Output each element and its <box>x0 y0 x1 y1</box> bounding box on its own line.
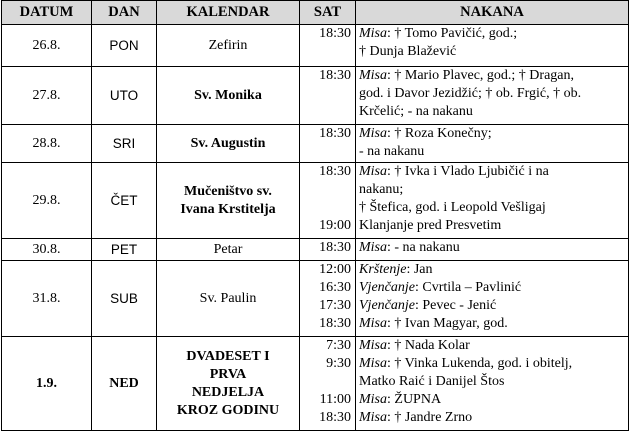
kalendar-cell <box>157 337 300 431</box>
time-entry <box>300 373 351 391</box>
datum-cell: 30.8. <box>2 239 92 261</box>
intention-line <box>359 279 625 297</box>
nakana-cell <box>356 239 629 261</box>
datum-cell: 1.9. <box>2 337 92 431</box>
dan-cell: NED <box>92 337 157 431</box>
intention-text: : Jan <box>406 262 433 277</box>
intention-line <box>359 391 625 409</box>
datum-cell: 28.8. <box>2 125 92 163</box>
intention-line <box>359 373 625 391</box>
table-row <box>2 125 629 163</box>
time-entry: 12:00 <box>319 262 351 277</box>
kalendar-line: KROZ GODINU <box>176 402 280 418</box>
intention-label: Misa <box>359 338 387 353</box>
time-entry: 18:30 <box>319 316 351 331</box>
time-entry: 18:30 <box>319 240 351 255</box>
dan-cell: PON <box>92 25 157 67</box>
intention-label: Misa <box>359 316 387 331</box>
kalendar-cell: Sv. Paulin <box>157 261 300 337</box>
nakana-cell <box>356 163 629 239</box>
intention-label: Vjenčanje <box>359 298 415 313</box>
time-entry: 18:30 <box>319 410 351 425</box>
intention-line <box>359 297 625 315</box>
intention-label: Misa <box>359 126 387 141</box>
time-entry: 11:00 <box>319 392 351 407</box>
datum-cell: 29.8. <box>2 163 92 239</box>
datum-cell: 27.8. <box>2 67 92 125</box>
intention-text: : † Nada Kolar <box>387 338 470 353</box>
table-row <box>2 67 629 125</box>
intention-line <box>359 409 625 427</box>
dan-cell: PET <box>92 239 157 261</box>
kalendar-cell: Sv. Monika <box>157 67 300 125</box>
intention-text: : Cvrtila – Pavlinić <box>414 280 522 295</box>
kalendar-cell: Sv. Augustin <box>157 125 300 163</box>
kalendar-line: DVADESET I <box>186 348 270 364</box>
intention-label: Misa <box>359 68 387 83</box>
dan-cell: UTO <box>92 67 157 125</box>
intention-label: Misa <box>359 164 387 179</box>
intention-line <box>359 143 625 161</box>
intention-label: Misa <box>359 26 387 41</box>
intention-text: Matko Raić i Danijel Štos <box>359 374 505 389</box>
intention-label: Krštenje <box>359 262 407 277</box>
intention-line <box>359 199 625 217</box>
intention-line <box>359 67 625 85</box>
intention-label: Misa <box>359 410 387 425</box>
sat-cell <box>300 337 356 431</box>
kalendar-cell <box>157 163 300 239</box>
nakana-cell <box>356 261 629 337</box>
header-datum: DATUM <box>2 1 92 25</box>
kalendar-cell: Petar <box>157 239 300 261</box>
time-entry: 7:30 <box>326 338 351 353</box>
time-entry: 18:30 <box>319 68 351 83</box>
intention-text: : - na nakanu <box>387 240 460 255</box>
nakana-cell <box>356 337 629 431</box>
nakana-cell <box>356 25 629 67</box>
time-entry: 16:30 <box>319 280 351 295</box>
intention-text: : † Ivan Magyar, god. <box>387 316 508 331</box>
intention-label: Vjenčanje <box>359 280 415 295</box>
header-nakana: NAKANA <box>356 1 629 25</box>
sat-cell <box>300 261 356 337</box>
intention-text: : † Mario Plavec, god.; † Dragan, <box>387 68 575 83</box>
dan-cell: SRI <box>92 125 157 163</box>
dan-cell: ČET <box>92 163 157 239</box>
sat-cell <box>300 67 356 125</box>
intention-line <box>359 261 625 279</box>
intention-line <box>359 43 625 61</box>
intention-text: god. i Davor Jezidžić; † ob. Frgić, † ob. <box>359 86 582 101</box>
intention-text: Klanjanje pred Presvetim <box>359 218 502 233</box>
table-row <box>2 25 629 67</box>
time-entry: 18:30 <box>319 126 351 141</box>
datum-cell: 26.8. <box>2 25 92 67</box>
intention-line <box>359 103 625 121</box>
intention-label: Misa <box>359 392 387 407</box>
table-row <box>2 239 629 261</box>
table-row <box>2 163 629 239</box>
header-dan: DAN <box>92 1 157 25</box>
intention-text: : † Jandre Zrno <box>387 410 473 425</box>
kalendar-line: NEDJELJA <box>191 384 265 400</box>
kalendar-cell: Zefirin <box>157 25 300 67</box>
intention-line <box>359 337 625 355</box>
intention-line <box>359 239 625 257</box>
table-row <box>2 261 629 337</box>
intention-label: Misa <box>359 240 387 255</box>
intention-label: Misa <box>359 356 387 371</box>
kalendar-line: Ivana Krstitelja <box>180 201 276 217</box>
intention-text: † Dunja Blažević <box>359 44 457 59</box>
table-row <box>2 337 629 431</box>
intention-line <box>359 85 625 103</box>
intention-line <box>359 25 625 43</box>
time-entry: 17:30 <box>319 298 351 313</box>
nakana-cell <box>356 125 629 163</box>
intention-line <box>359 125 625 143</box>
intention-text: : † Tomo Pavičić, god.; <box>387 26 518 41</box>
intention-text: : ŽUPNA <box>387 392 442 407</box>
sat-cell <box>300 239 356 261</box>
intention-text: - na nakanu <box>359 144 425 159</box>
time-entry: 18:30 <box>319 164 351 179</box>
intention-text: : † Roza Konečny; <box>387 126 492 141</box>
nakana-cell <box>356 67 629 125</box>
intention-line <box>359 217 625 235</box>
kalendar-line: Mučeništvo sv. <box>184 183 272 199</box>
intention-text: : Pevec - Jenić <box>414 298 497 313</box>
time-entry: 9:30 <box>326 356 351 371</box>
header-kalendar: KALENDAR <box>157 1 300 25</box>
intention-line <box>359 163 625 181</box>
time-entry: 18:30 <box>319 26 351 41</box>
intention-text: : † Ivka i Vlado Ljubičić i na <box>387 164 549 179</box>
header-row <box>2 1 629 25</box>
intention-text: † Štefica, god. i Leopold Vešligaj <box>359 200 546 215</box>
kalendar-line: PRVA <box>209 366 247 382</box>
sat-cell <box>300 125 356 163</box>
sat-cell <box>300 163 356 239</box>
intention-line <box>359 181 625 199</box>
intention-text: : † Vinka Lukenda, god. i obitelj, <box>387 356 573 371</box>
header-sat: SAT <box>300 1 356 25</box>
sat-cell <box>300 25 356 67</box>
intention-text: nakanu; <box>359 182 404 197</box>
dan-cell: SUB <box>92 261 157 337</box>
mass-schedule-table <box>1 0 629 431</box>
time-entry: 19:00 <box>319 218 351 233</box>
datum-cell: 31.8. <box>2 261 92 337</box>
time-spacer <box>300 181 351 217</box>
intention-line <box>359 315 625 333</box>
intention-text: Krčelić; - na nakanu <box>359 104 473 119</box>
intention-line <box>359 355 625 373</box>
